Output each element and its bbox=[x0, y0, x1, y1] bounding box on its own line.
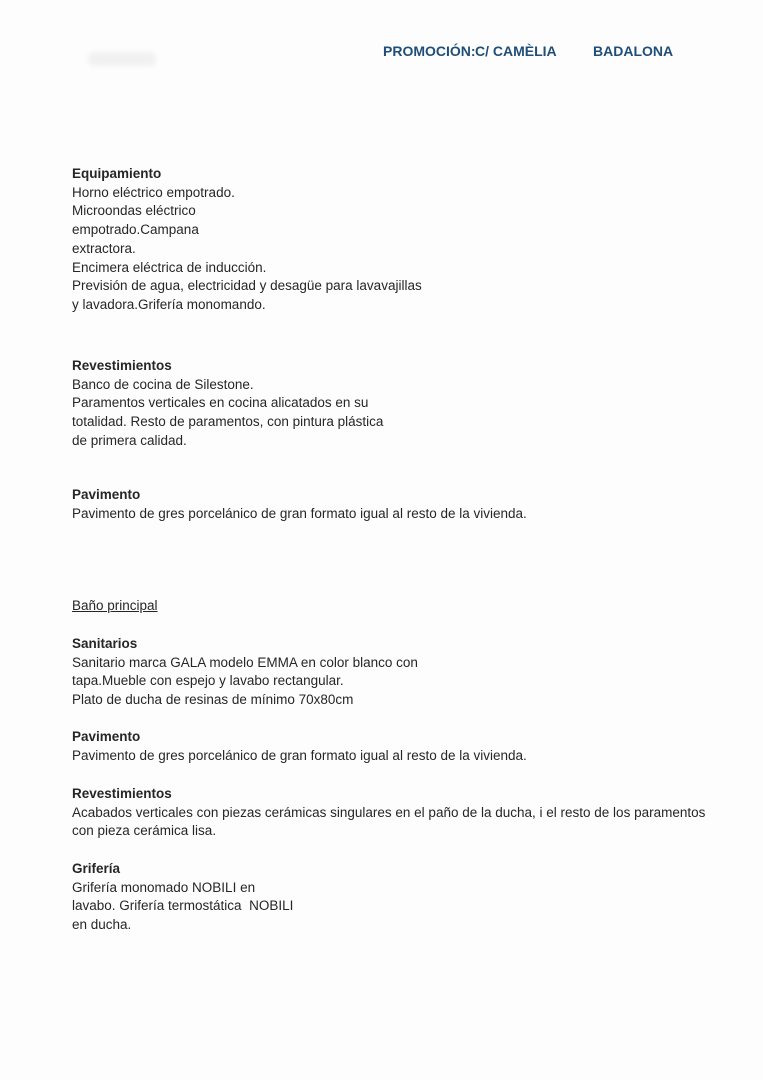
section-griferia bbox=[72, 860, 293, 935]
section-heading-equipamiento: Equipamiento bbox=[72, 166, 162, 181]
section-heading-revestimientos-cocina: Revestimientos bbox=[72, 358, 172, 373]
text-line: Pavimento de gres porcelánico de gran formato igual al resto de la vivienda. bbox=[72, 747, 527, 763]
section-revestimientos-cocina bbox=[72, 357, 383, 451]
text-line: Encimera eléctrica de inducción. bbox=[72, 259, 267, 275]
promotion-label: PROMOCIÓN: bbox=[383, 43, 476, 59]
text-line: totalidad. Resto de paramentos, con pintura plástica bbox=[72, 414, 384, 430]
section-pavimento-bano bbox=[72, 728, 527, 765]
text-line: con pieza cerámica lisa. bbox=[72, 823, 217, 839]
text-line: de primera calidad. bbox=[72, 432, 187, 448]
text-line: extractora. bbox=[72, 240, 136, 256]
section-equipamiento bbox=[72, 165, 422, 315]
section-heading-sanitarios: Sanitarios bbox=[72, 636, 138, 651]
text-line: Paramentos verticales en cocina alicatados en su bbox=[72, 395, 369, 411]
section-heading-pavimento-bano: Pavimento bbox=[72, 729, 141, 744]
text-line: en ducha. bbox=[72, 917, 132, 933]
text-line: y lavadora.Grifería monomando. bbox=[72, 296, 266, 312]
section-bano-principal bbox=[72, 597, 158, 616]
section-heading-revestimientos-bano: Revestimientos bbox=[72, 786, 172, 801]
promotion-street: C/ CAMÈLIA bbox=[475, 43, 557, 59]
section-heading-pavimento-cocina: Pavimento bbox=[72, 487, 141, 502]
document-body bbox=[72, 0, 763, 1080]
section-heading-bano-principal: Baño principal bbox=[72, 598, 158, 613]
text-line: Acabados verticales con piezas cerámicas singulares en el paño de la ducha, i el resto de los paramentos bbox=[72, 804, 706, 820]
section-pavimento-cocina bbox=[72, 486, 527, 523]
text-line: Grifería monomado NOBILI en bbox=[72, 879, 256, 895]
text-line: Banco de cocina de Silestone. bbox=[72, 376, 254, 392]
section-sanitarios bbox=[72, 635, 418, 710]
text-line: lavabo. Grifería termostática NOBILI bbox=[72, 898, 294, 914]
section-heading-griferia: Grifería bbox=[72, 861, 121, 876]
text-line: Sanitario marca GALA modelo EMMA en color blanco con bbox=[72, 654, 418, 670]
section-revestimientos-bano bbox=[72, 785, 705, 841]
text-line: Plato de ducha de resinas de mínimo 70x80cm bbox=[72, 692, 354, 708]
text-line: tapa.Mueble con espejo y lavabo rectangular. bbox=[72, 673, 344, 689]
text-line: Previsión de agua, electricidad y desagüe para lavavajillas bbox=[72, 278, 422, 294]
text-line: Microondas eléctrico bbox=[72, 203, 196, 219]
promotion-city: BADALONA bbox=[593, 43, 674, 59]
text-line: empotrado.Campana bbox=[72, 222, 199, 238]
text-line: Pavimento de gres porcelánico de gran formato igual al resto de la vivienda. bbox=[72, 505, 527, 521]
text-line: Horno eléctrico empotrado. bbox=[72, 184, 235, 200]
